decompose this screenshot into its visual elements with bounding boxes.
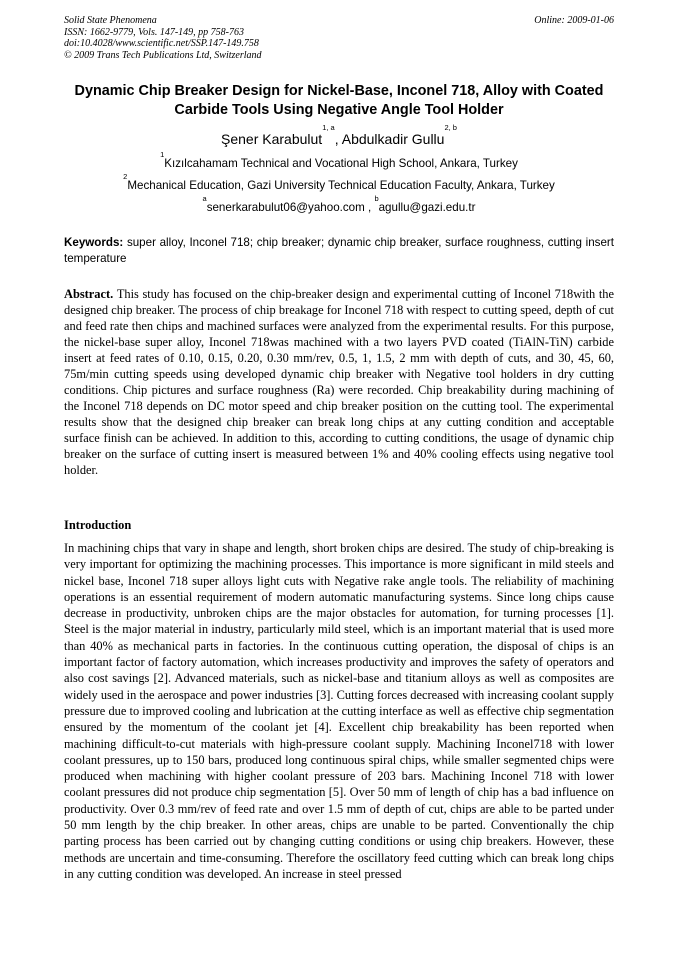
author-1: Şener Karabulut [221,131,323,147]
author-2: Abdulkadir Gullu [341,131,445,147]
issn: ISSN: 1662-9779, Vols. 147-149, pp 758-763 [64,26,244,38]
journal-name: Solid State Phenomena [64,15,157,26]
email-2-sup: b [374,194,379,203]
affiliation-2 [40,172,638,193]
email-1[interactable]: senerkarabulut06@yahoo.com [206,201,365,214]
author-1-sup: 1, a [322,123,335,132]
paper-title: Dynamic Chip Breaker Design for Nickel-Base, Inconel 718, Alloy with Coated Carbide Tools Using Negative Angle Tool Holder [74,83,604,118]
affiliation-1-text: Kızılcahamam Technical and Vocational High School, Ankara, Turkey [164,157,518,170]
emails [40,194,638,215]
email-1-sup: a [202,194,207,203]
abstract [64,286,614,478]
affiliation-1 [40,150,638,171]
keywords [64,235,614,266]
abstract-label: Abstract. [64,287,114,301]
copyright: © 2009 Trans Tech Publications Ltd, Switzerland [64,49,262,61]
introduction-text: In machining chips that vary in shape and length, short broken chips are desired. The study of chip-breaking is very important for optimizing the machining processes. This importance is more significant in mild steels and nickel base, Inconel 718 super alloys light cuts with Negative rake angle tools. The reliability of machining operations is an essential requirement of modern automatic manufacturing systems. Since long chips cause decrease in productivity, unbroken chips are the major obstacles for automation, for turning processes [1]. Steel is the major material in industry, particularly mild steel, which is an important material that is used more than 40% as mechanical parts in factories. In the continuous cutting operation, the disposal of chips is an important factor of factory automation, which increases productivity and improves the safety of operators and also cost savings [2]. Advanced materials, such as nickel-base and titanium alloys as well as composites are widely used in the aerospace and power industries [3]. Cutting forces decreased with increasing coolant supply pressure due to improved cooling and lubrication at the cutting interface as well as effective chip segmentation ensured by the momentum of the coolant jet [4]. Excellent chip breakability has been reported when machining difficult-to-cut materials with high-pressure coolant supply. Machining Inconel718 with lower coolant pressures, up to 150 bars, produced long continuous spiral chips, while smaller segmented chips were produced when machining with higher coolant pressure of 203 bars. Machining Inconel 718 with lower coolant pressures did not produce chip segmentation [5]. Over 50 mm of length of chip has a bad influence on productivity. Over 0.3 mm/rev of feed rate and over 1.5 mm of depth of cut, chips are able to be parted under 50 mm length by the chip breaker. In other areas, chips are unable to be parted. Conventionally the chip parting process has been carried out by changing cutting conditions or using chip breakers. However, these methods are uncertain and time-consuming. Therefore the oscillatory feed cutting which can break long chips in any cutting condition was developed. An increase in steel pressed [64,541,614,881]
introduction-heading: Introduction [64,518,132,532]
doi: doi:10.4028/www.scientific.net/SSP.147-149.758 [64,38,259,49]
keywords-text: super alloy, Inconel 718; chip breaker; dynamic chip breaker, surface roughness, cutting insert temperature [64,236,614,265]
affiliation-2-text: Mechanical Education, Gazi University Technical Education Faculty, Ankara, Turkey [127,179,555,192]
author-separator: , [334,131,342,147]
email-2[interactable]: agullu@gazi.edu.tr [378,201,476,214]
authors [40,123,638,148]
keywords-label: Keywords: [64,236,124,249]
abstract-text: This study has focused on the chip-breaker design and experimental cutting of Inconel 718with the designed chip breaker. The process of chip breakage for Inconel 718 with respect to cutting speed, depth of cut and feed rate then chips and machined surfaces were analyzed from the experimental results. For this purpose, the nickel-base super alloy, Inconel 718was machined with a two layers PVD coated (TiAlN-TiN) carbide insert at feed rates of 0.10, 0.15, 0.20, 0.30 mm/rev, 0.5, 1, 1.5, 2 mm with depth of cuts, and 30, 45, 60, 75m/min cutting speeds using developed dynamic chip breaker with Negative tool holders in dry cutting conditions. Chip pictures and surface roughness (Ra) were recorded. Chip breakability during machining of the Inconel 718 depends on DC motor speed and chip breaker position on the cutting tool. The experimental results show that the designed chip breaker can break long chips at any cutting condition and acceptable surface finish can be achieved. In addition to this, according to cutting conditions, the usage of dynamic chip breaker on the surface of cutting insert is measured between 1% and 40% cooling effects using negative tool holder. [64,287,614,477]
email-separator: , [364,201,375,214]
affiliation-2-sup: 2 [123,172,128,181]
journal-header [64,15,614,61]
online-date: Online: 2009-01-06 [534,15,614,26]
author-2-sup: 2, b [444,123,457,132]
affiliation-1-sup: 1 [160,150,165,159]
